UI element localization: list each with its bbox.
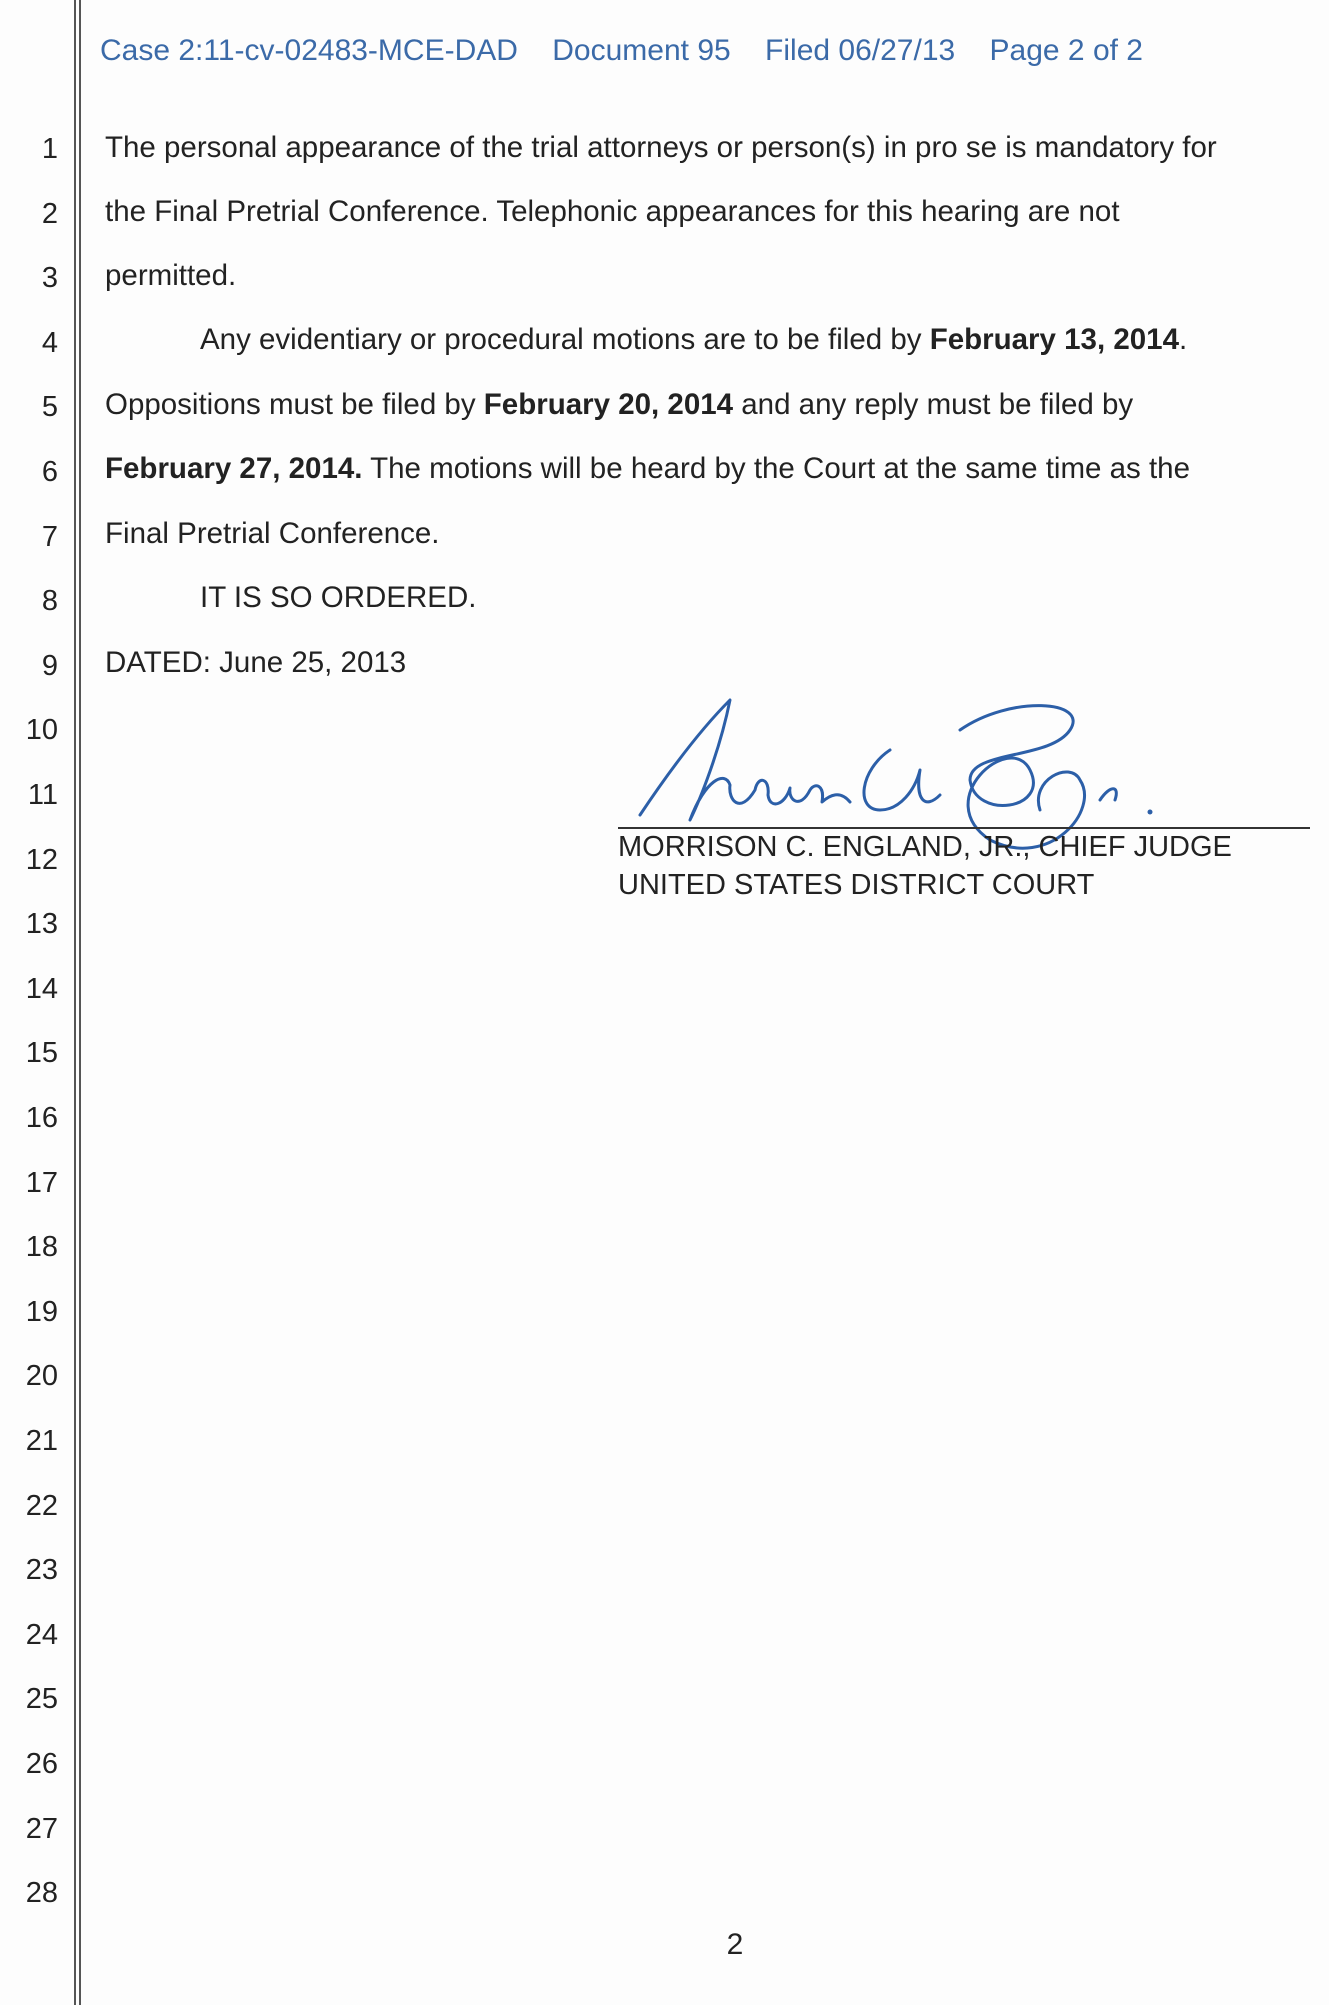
line-number: 12 <box>25 843 58 876</box>
body-line-4-end: . <box>1178 323 1188 356</box>
line-number: 15 <box>25 1037 58 1070</box>
court-name: UNITED STATES DISTRICT COURT <box>618 869 1095 901</box>
line-number: 20 <box>25 1360 58 1393</box>
line-number: 9 <box>41 649 58 682</box>
line-number: 6 <box>41 456 58 488</box>
line-number: 14 <box>25 972 58 1005</box>
case-number: Case 2:11-cv-02483-MCE-DAD <box>100 34 518 67</box>
line-number: 26 <box>25 1748 58 1780</box>
line-number: 17 <box>25 1166 58 1199</box>
line-number: 21 <box>25 1425 58 1457</box>
line-number: 10 <box>25 714 58 747</box>
reply-deadline: February 27, 2014. <box>105 452 363 485</box>
body-line-7: Final Pretrial Conference. <box>105 517 440 550</box>
so-ordered: IT IS SO ORDERED. <box>200 581 477 614</box>
line-number: 4 <box>41 326 58 359</box>
line-number: 13 <box>25 908 58 941</box>
signature-rule <box>618 827 1310 829</box>
body-line-2: the Final Pretrial Conference. Telephonic appearances for this hearing are not <box>105 195 1120 228</box>
page-number: 2 <box>726 1928 744 1961</box>
line-number: 5 <box>41 391 58 424</box>
line-number: 23 <box>25 1554 58 1587</box>
motion-deadline: February 13, 2014 <box>929 323 1179 356</box>
margin-rule-right <box>79 0 81 2005</box>
body-line-4 <box>200 323 1187 357</box>
line-number: 2 <box>41 197 58 230</box>
margin-rule-left <box>74 0 76 2005</box>
line-number: 28 <box>25 1877 58 1910</box>
line-number: 19 <box>25 1295 58 1328</box>
dated-line: DATED: June 25, 2013 <box>105 646 407 679</box>
case-header <box>100 34 1169 68</box>
body-line-3: permitted. <box>105 259 237 292</box>
line-number: 11 <box>27 779 58 811</box>
line-number: 16 <box>25 1102 58 1134</box>
body-line-5-text: Oppositions must be filed by <box>105 388 484 421</box>
line-number: 24 <box>25 1618 58 1651</box>
body-line-4-text: Any evidentiary or procedural motions are to be filed by <box>200 323 930 356</box>
document-number: Document 95 <box>552 34 731 67</box>
line-number: 8 <box>41 585 58 618</box>
line-number: 25 <box>25 1683 58 1716</box>
judge-name: MORRISON C. ENGLAND, JR., CHIEF JUDGE <box>618 831 1232 863</box>
opposition-deadline: February 20, 2014 <box>483 388 734 421</box>
body-line-1: The personal appearance of the trial attorneys or person(s) in pro se is mandatory for <box>105 131 1217 164</box>
page-indicator: Page 2 of 2 <box>989 34 1143 67</box>
body-line-6-text: The motions will be heard by the Court at the same time as the <box>362 452 1190 485</box>
line-number: 27 <box>25 1812 58 1845</box>
body-line-6 <box>105 452 1190 486</box>
line-number: 7 <box>41 520 58 553</box>
line-number: 22 <box>25 1489 58 1522</box>
body-line-5-end: and any reply must be filed by <box>733 388 1134 421</box>
filed-date: Filed 06/27/13 <box>765 34 956 67</box>
line-number: 1 <box>41 133 58 165</box>
line-number: 18 <box>25 1231 58 1264</box>
line-number: 3 <box>41 262 58 295</box>
body-line-5 <box>105 388 1133 422</box>
